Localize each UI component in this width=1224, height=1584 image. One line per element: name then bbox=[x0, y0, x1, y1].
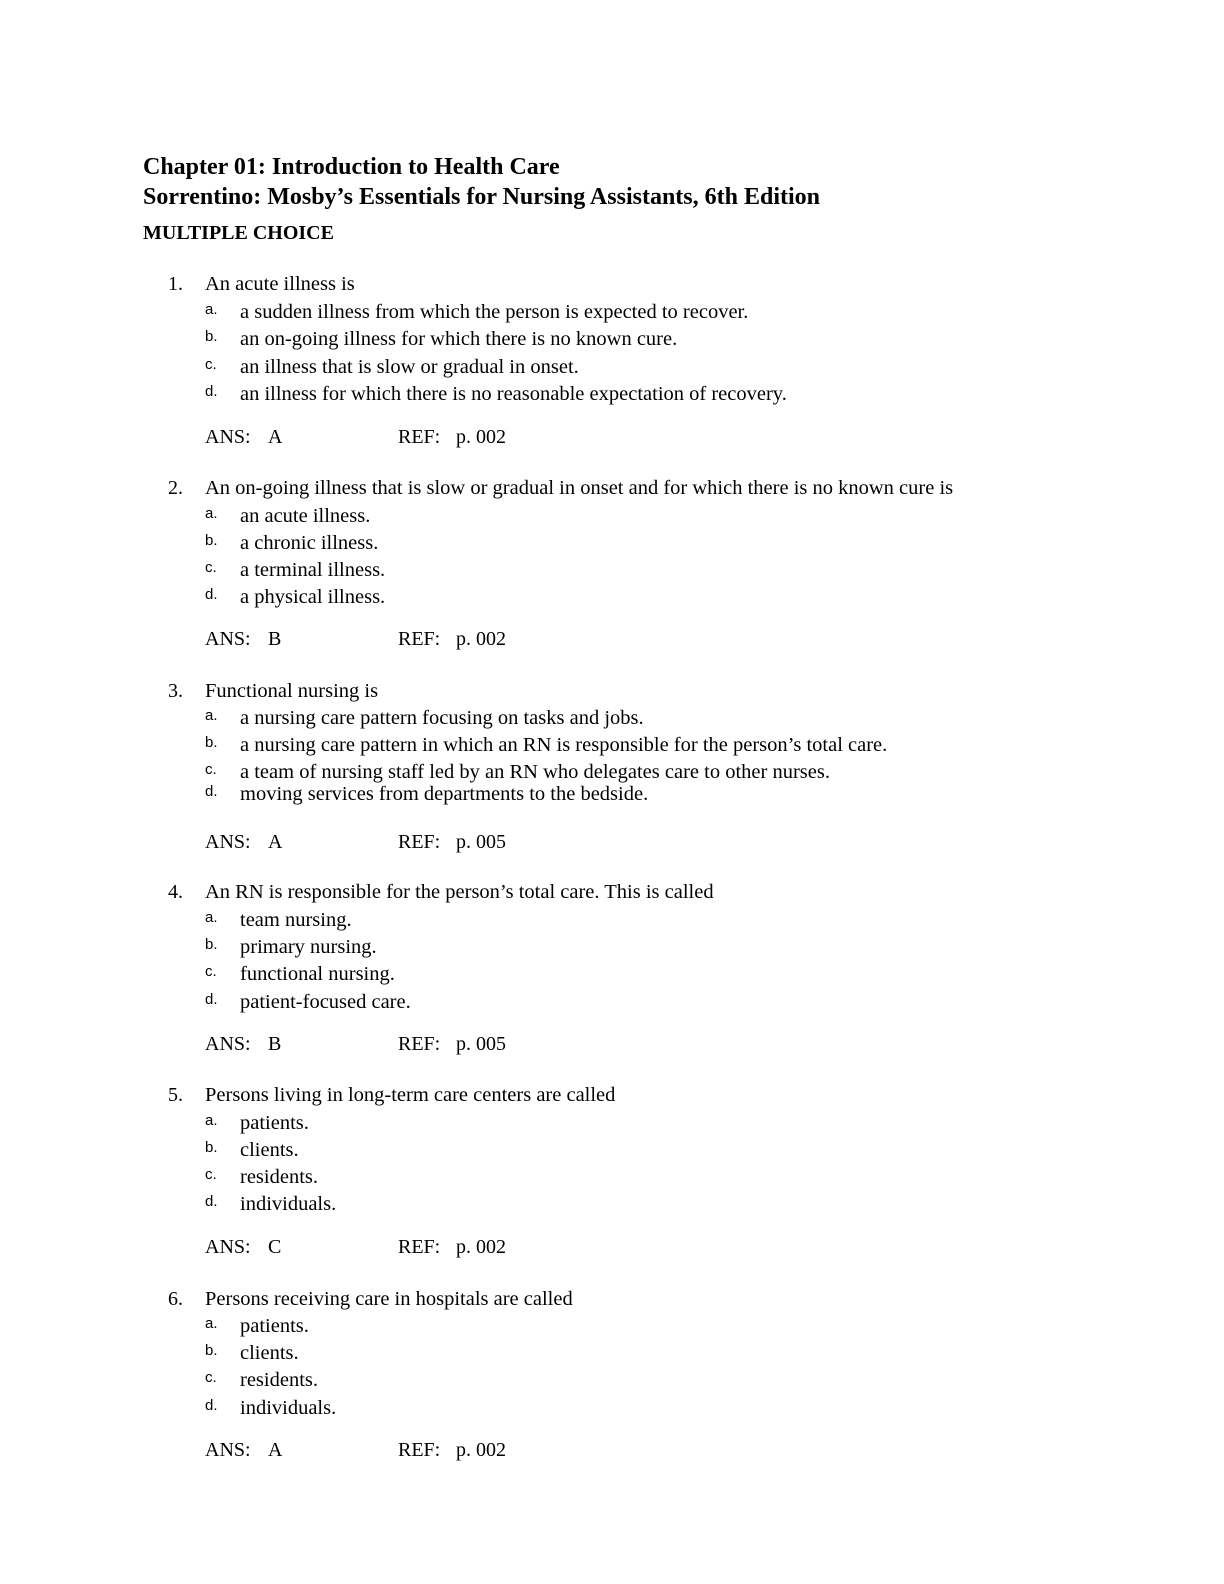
question-number: 6. bbox=[168, 1288, 183, 1310]
option-text: individuals. bbox=[240, 1397, 337, 1419]
option-text: a terminal illness. bbox=[240, 559, 386, 581]
option-text: moving services from departments to the bedside. bbox=[240, 783, 649, 805]
option-c bbox=[0, 962, 1224, 986]
option-b bbox=[0, 733, 1224, 757]
option-b bbox=[0, 531, 1224, 555]
answer-value: A bbox=[268, 1439, 283, 1461]
reference-label: REF: bbox=[398, 1033, 441, 1055]
reference-label: REF: bbox=[398, 1439, 441, 1461]
answer-row bbox=[0, 1438, 1224, 1462]
question-stem: Persons receiving care in hospitals are called bbox=[205, 1288, 573, 1310]
option-letter: b. bbox=[205, 734, 218, 751]
option-b bbox=[0, 1138, 1224, 1162]
option-text: a sudden illness from which the person is expected to recover. bbox=[240, 301, 749, 323]
answer-row bbox=[0, 1235, 1224, 1259]
option-a bbox=[0, 908, 1224, 932]
reference-label: REF: bbox=[398, 426, 441, 448]
option-d bbox=[0, 382, 1224, 406]
option-letter: d. bbox=[205, 783, 218, 800]
option-letter: a. bbox=[205, 707, 218, 724]
option-letter: c. bbox=[205, 761, 217, 778]
option-letter: b. bbox=[205, 328, 218, 345]
option-text: a physical illness. bbox=[240, 586, 386, 608]
answer-row bbox=[0, 627, 1224, 651]
reference-value: p. 002 bbox=[456, 628, 506, 650]
option-letter: b. bbox=[205, 532, 218, 549]
reference-value: p. 002 bbox=[456, 1439, 506, 1461]
option-text: clients. bbox=[240, 1139, 299, 1161]
reference-value: p. 002 bbox=[456, 426, 506, 448]
section-title: MULTIPLE CHOICE bbox=[143, 222, 334, 244]
question-stem: An RN is responsible for the person’s total care. This is called bbox=[205, 881, 714, 903]
option-letter: b. bbox=[205, 1342, 218, 1359]
option-c bbox=[0, 760, 1224, 784]
option-text: an acute illness. bbox=[240, 505, 371, 527]
option-a bbox=[0, 300, 1224, 324]
option-c bbox=[0, 1368, 1224, 1392]
option-text: an illness that is slow or gradual in onset. bbox=[240, 356, 579, 378]
option-letter: d. bbox=[205, 586, 218, 603]
option-d bbox=[0, 990, 1224, 1014]
option-text: an illness for which there is no reasonable expectation of recovery. bbox=[240, 383, 787, 405]
question-number: 3. bbox=[168, 680, 183, 702]
option-letter: c. bbox=[205, 1369, 217, 1386]
option-letter: c. bbox=[205, 963, 217, 980]
reference-label: REF: bbox=[398, 628, 441, 650]
chapter-title: Chapter 01: Introduction to Health Care bbox=[143, 154, 560, 180]
answer-label: ANS: bbox=[205, 628, 251, 650]
reference-value: p. 002 bbox=[456, 1236, 506, 1258]
option-text: a nursing care pattern in which an RN is responsible for the person’s total care. bbox=[240, 734, 888, 756]
option-a bbox=[0, 1111, 1224, 1135]
answer-value: C bbox=[268, 1236, 282, 1258]
option-b bbox=[0, 935, 1224, 959]
answer-row bbox=[0, 425, 1224, 449]
option-c bbox=[0, 558, 1224, 582]
question-number: 2. bbox=[168, 477, 183, 499]
option-b bbox=[0, 327, 1224, 351]
question-stem: An on-going illness that is slow or gradual in onset and for which there is no known cure is bbox=[205, 477, 954, 499]
question-stem: An acute illness is bbox=[205, 273, 355, 295]
option-text: clients. bbox=[240, 1342, 299, 1364]
option-letter: d. bbox=[205, 991, 218, 1008]
reference-label: REF: bbox=[398, 831, 441, 853]
option-text: team nursing. bbox=[240, 909, 352, 931]
option-a bbox=[0, 1314, 1224, 1338]
answer-row bbox=[0, 830, 1224, 854]
option-letter: c. bbox=[205, 1166, 217, 1183]
option-c bbox=[0, 1165, 1224, 1189]
option-letter: b. bbox=[205, 936, 218, 953]
option-text: patients. bbox=[240, 1112, 309, 1134]
reference-label: REF: bbox=[398, 1236, 441, 1258]
option-b bbox=[0, 1341, 1224, 1365]
option-letter: c. bbox=[205, 356, 217, 373]
option-text: an on-going illness for which there is no known cure. bbox=[240, 328, 678, 350]
reference-value: p. 005 bbox=[456, 831, 506, 853]
option-letter: a. bbox=[205, 1315, 218, 1332]
option-text: a team of nursing staff led by an RN who delegates care to other nurses. bbox=[240, 761, 830, 783]
option-text: residents. bbox=[240, 1369, 318, 1391]
option-text: patient-focused care. bbox=[240, 991, 411, 1013]
option-d bbox=[0, 1396, 1224, 1420]
option-letter: b. bbox=[205, 1139, 218, 1156]
option-d bbox=[0, 585, 1224, 609]
answer-label: ANS: bbox=[205, 1033, 251, 1055]
question-stem: Persons living in long-term care centers are called bbox=[205, 1084, 616, 1106]
answer-row bbox=[0, 1032, 1224, 1056]
answer-label: ANS: bbox=[205, 1236, 251, 1258]
reference-value: p. 005 bbox=[456, 1033, 506, 1055]
question-number: 1. bbox=[168, 273, 183, 295]
option-text: residents. bbox=[240, 1166, 318, 1188]
option-letter: c. bbox=[205, 559, 217, 576]
option-text: primary nursing. bbox=[240, 936, 377, 958]
option-d bbox=[0, 1192, 1224, 1216]
answer-label: ANS: bbox=[205, 831, 251, 853]
option-text: functional nursing. bbox=[240, 963, 395, 985]
option-letter: a. bbox=[205, 909, 218, 926]
option-letter: a. bbox=[205, 301, 218, 318]
option-text: patients. bbox=[240, 1315, 309, 1337]
option-d bbox=[0, 782, 1224, 806]
answer-value: A bbox=[268, 426, 283, 448]
book-title: Sorrentino: Mosby’s Essentials for Nursing Assistants, 6th Edition bbox=[143, 184, 820, 210]
question-stem: Functional nursing is bbox=[205, 680, 379, 702]
option-letter: a. bbox=[205, 1112, 218, 1129]
answer-value: B bbox=[268, 1033, 282, 1055]
option-text: individuals. bbox=[240, 1193, 337, 1215]
option-c bbox=[0, 355, 1224, 379]
option-text: a nursing care pattern focusing on tasks and jobs. bbox=[240, 707, 644, 729]
option-text: a chronic illness. bbox=[240, 532, 379, 554]
option-letter: a. bbox=[205, 505, 218, 522]
option-letter: d. bbox=[205, 1397, 218, 1414]
question-number: 5. bbox=[168, 1084, 183, 1106]
answer-value: B bbox=[268, 628, 282, 650]
answer-label: ANS: bbox=[205, 426, 251, 448]
answer-label: ANS: bbox=[205, 1439, 251, 1461]
answer-value: A bbox=[268, 831, 283, 853]
option-letter: d. bbox=[205, 1193, 218, 1210]
question-number: 4. bbox=[168, 881, 183, 903]
option-letter: d. bbox=[205, 383, 218, 400]
option-a bbox=[0, 504, 1224, 528]
option-a bbox=[0, 706, 1224, 730]
